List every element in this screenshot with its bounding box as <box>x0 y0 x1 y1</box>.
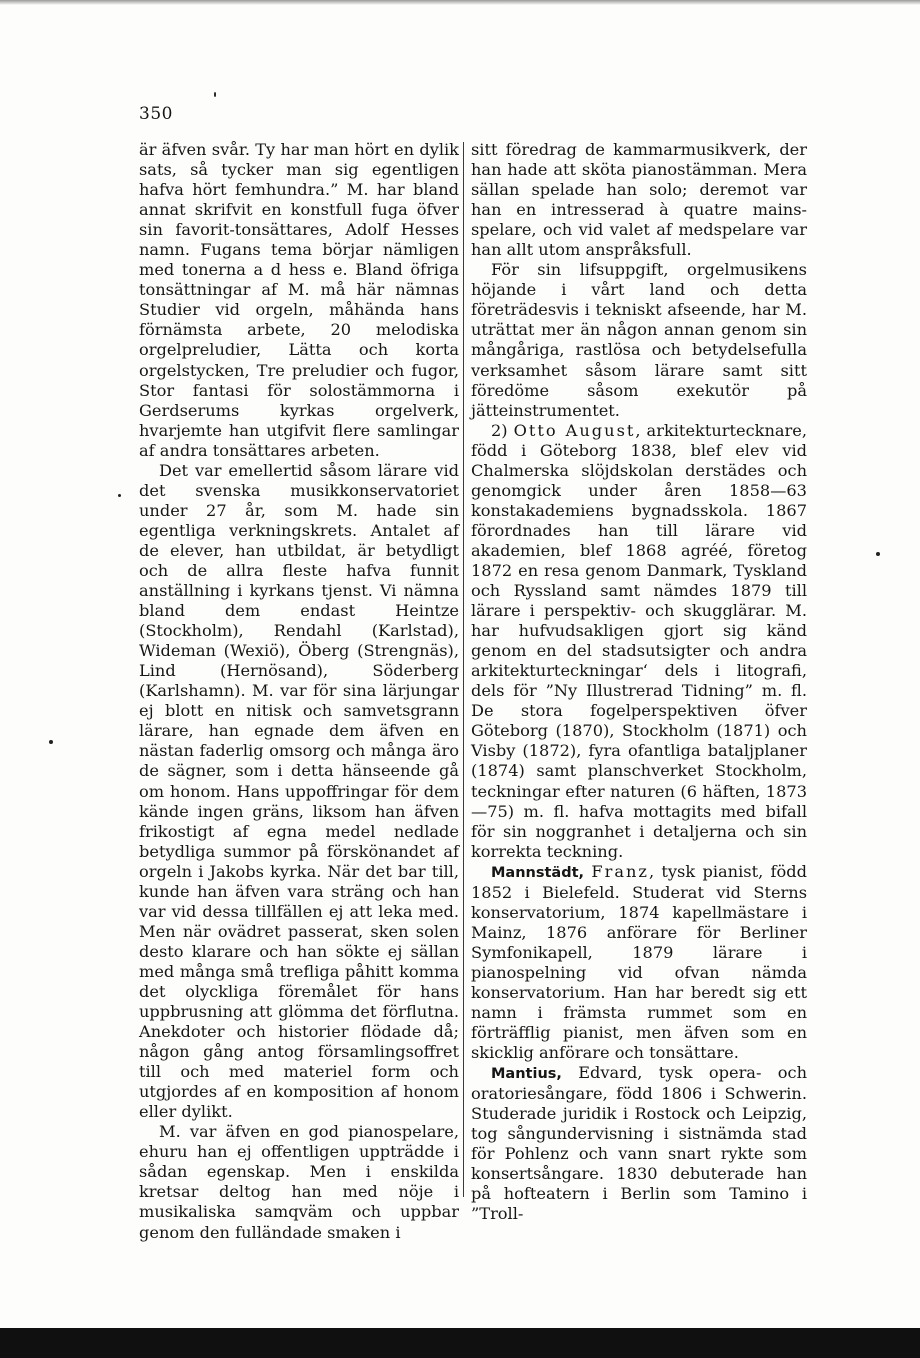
paragraph: Det var emellertid såsom lärare vid det svenska musikkonservatoriet under 27 år, som M. hade sin egentliga verkningskrets. Antalet af de elever, han utbildat, är betydligt och de allra fleste hafva funnit anställning i kyrkans tjenst. Vi nämna bland dem endast Heintze (Stockholm), Rendahl (Karlstad), Wideman (Wexiö), Öberg (Strengnäs), Lind (Hernösand), Söderberg (Karlshamn). M. var för sina lärjungar ej blott en nitisk och samvetsgrann lärare, han egnade dem äfven en nästan faderlig omsorg och många äro de sägner, som i detta hänseende gå om honom. Hans uppoffringar för dem kände ingen gräns, liksom han äfven frikostigt af egna medel nedlade betydliga summor på förskönandet af orgeln i Jakobs kyrka. När det bar till, kunde han äfven vara sträng och han var vid dessa tillfällen ej att leka med. Men när ovädret passerat, sken solen desto klarare och han sökte ej sällan med många små trefliga påhitt komma det olyckliga föremålet för hans uppbrusning att glömma det förflutna. Anekdoter och historier flödade då; någon gång antog församlingsoffret till och med materiel form och utgjordes af en komposition af honom eller dylikt. <box>139 460 459 1122</box>
scan-speck <box>214 92 216 97</box>
scan-speck <box>876 552 880 556</box>
entry-text: Edvard, tysk opera- och oratoriesångare, född 1806 i Schwerin. Studerade juridik i Rostock och Leipzig, tog sångundervisning i sistnämda stad för Pohlenz och vann snart rykte som konsertsångare. 1830 debuterade han på hofteatern i Berlin som Tamino i ”Troll- <box>471 1063 807 1224</box>
entry-lemma: Mantius, <box>491 1066 562 1083</box>
scan-speck <box>49 740 53 744</box>
paragraph: För sin lifsuppgift, orgelmusikens höjande i vårt land och detta företrädesvis i tekniskt afseende, har M. uträttat mer än någon annan genom sin mångåriga, rastlösa och betydelsefulla verksamhet såsom lärare samt sitt föredöme såsom exekutör på jätteinstrumentet. <box>471 260 807 420</box>
entry-text: , arkitekturtecknare, född i Göteborg 1838, blef elev vid Chalmerska slöjdskolan derstädes och genomgick under åren 1858—63 konstakademiens bygnadsskola. 1867 förordnades han till lärare vid akademien, blef 1868 agréé, företog 1872 en resa genom Danmark, Tyskland och Ryssland samt nämdes 1879 till lärare i perspektiv- och skugglärar. M. har hufvudsakligen gjort sig känd genom en del stadsutsigter och andra arkitekturteckningar‘ dels i litografi, dels för ”Ny Illustrerad Tidning” m. fl. De stora fogelperspektiven öfver Göteborg (1870), Stockholm (1871) och Visby (1872), fyra ofantliga bataljplaner (1874) samt planschverket Stockholm, teckningar efter naturen (6 häften, 1873—75) m. fl. hafva mottagits med bifall för sin noggranhet i detaljerna och sin korrekta teckning. <box>471 420 807 861</box>
entry-mannstadt <box>471 862 807 1063</box>
scan-speck <box>118 494 121 497</box>
entry-mantius <box>471 1063 807 1224</box>
column-divider <box>463 142 464 1197</box>
page-number: 350 <box>139 104 173 124</box>
scan-top-edge <box>0 0 920 5</box>
paragraph: sitt föredrag de kammarmusikverk, der han hade att sköta pianostämman. Mera sällan spelade han solo; deremot var han en intresserad à quatre mains-spelare, och vid valet af medspelare var han allt utom anspråksfull. <box>471 140 807 260</box>
entry-name: Franz <box>591 861 649 881</box>
entry-number: 2) <box>491 420 508 440</box>
paragraph: är äfven svår. Ty har man hört en dylik sats, så tycker man sig egentligen hafva hört femhundra.” M. har bland annat skrifvit en konstfull fuga öfver sin favorit-tonsättares, Adolf Hesses namn. Fugans tema börjar nämligen med tonerna a d hess e. Bland öfriga tonsättningar af M. må här nämnas Studier vid orgeln, måhända hans förnämsta arbete, 20 melodiska orgelpreludier, Lätta och korta orgelstycken, Tre preludier och fugor, Stor fantasi för solostämmorna i Gerdserums kyrkas orgelverk, hvarjemte han utgifvit flere samlingar af andra tonsättares arbeten. <box>139 140 459 460</box>
entry-name: Otto August <box>513 420 636 440</box>
entry-text: , tysk pianist, född 1852 i Bielefeld. Studerat vid Sterns konservatorium, 1874 kapellmästare i Mainz, 1876 anförare för Berliner Symfonikapell, 1879 lärare i pianospelning vid ofvan nämda konservatorium. Han har beredt sig ett namn i främsta rummet som en förträfflig pianist, men äfven som en skicklig anförare och tonsättare. <box>471 861 808 1063</box>
paragraph: M. var äfven en god pianospelare, ehuru han ej offentligen uppträdde i sådan egenskap. Men i enskilda kretsar deltog han med nöje i musikaliska samqväm och uppbar genom den fulländade smaken i <box>139 1122 459 1242</box>
right-column <box>471 140 807 1225</box>
scan-bottom-edge <box>0 1328 920 1358</box>
entry-lemma: Mannstädt, <box>491 864 585 881</box>
left-column <box>139 140 459 1243</box>
entry-otto-august <box>471 421 807 862</box>
